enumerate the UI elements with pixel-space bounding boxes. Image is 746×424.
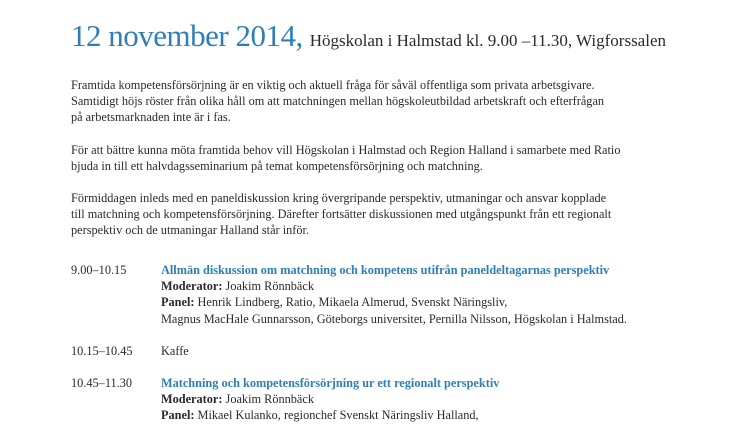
moderator-line <box>161 391 499 407</box>
panel-line <box>161 294 627 310</box>
program-title: Kaffe <box>161 344 189 358</box>
program-time: 9.00–10.15 <box>71 263 127 277</box>
program-details <box>161 262 627 327</box>
program-time: 10.15–10.45 <box>71 344 133 358</box>
text-line: Framtida kompetensförsörjning är en viktig och aktuell fråga för såväl offentliga som privata arbetsgivare. <box>71 78 595 92</box>
intro-paragraph-1 <box>71 77 711 126</box>
moderator-name: Joakim Rönnbäck <box>222 392 314 407</box>
program-details <box>161 343 189 359</box>
event-venue-time: Högskolan i Halmstad kl. 9.00 –11.30, Wigforssalen <box>309 31 666 50</box>
text-line: bjuda in till ett halvdagsseminarium på temat kompetensförsörjning och matchning. <box>71 159 483 174</box>
moderator-line <box>161 278 627 294</box>
panel-members: Henrik Lindberg, Ratio, Mikaela Almerud, Svenskt Näringsliv, <box>194 295 508 310</box>
event-date: 12 november 2014, <box>71 18 303 53</box>
text-line: till matchning och kompetensförsörjning. Därefter fortsätter diskussionen med utgångspunkt från ett regionalt <box>71 207 612 222</box>
program-time: 10.45–11.30 <box>71 376 133 390</box>
text-line: Förmiddagen inleds med en paneldiskussion kring övergripande perspektiv, utmaningar och ansvar kopplade <box>71 191 607 205</box>
program-details <box>161 375 499 424</box>
program-title: Allmän diskussion om matchning och kompetens utifrån paneldeltagarnas perspektiv <box>161 263 610 277</box>
event-header <box>71 18 666 54</box>
panel-label: Panel: <box>161 408 195 423</box>
moderator-name: Joakim Rönnbäck <box>222 279 314 294</box>
panel-members-cont: Magnus MacHale Gunnarsson, Göteborgs universitet, Pernilla Nilsson, Högskolan i Halmstad. <box>161 311 627 326</box>
moderator-label: Moderator: <box>161 279 223 294</box>
intro-paragraph-2 <box>71 142 711 174</box>
panel-label: Panel: <box>161 295 195 310</box>
text-line: Samtidigt höjs röster från olika håll om att matchningen mellan högskoleutbildad arbetskraft och efterfrågan <box>71 94 605 109</box>
panel-members: Mikael Kulanko, regionchef Svenskt Näringsliv Halland, <box>194 408 479 423</box>
intro-paragraph-3 <box>71 190 711 239</box>
text-line: För att bättre kunna möta framtida behov vill Högskolan i Halmstad och Region Halland i samarbete med Ratio <box>71 143 621 157</box>
panel-line <box>161 407 499 423</box>
moderator-label: Moderator: <box>161 392 223 407</box>
text-line: perspektiv och de utmaningar Halland står inför. <box>71 223 310 238</box>
program-title: Matchning och kompetensförsörjning ur ett regionalt perspektiv <box>161 376 500 390</box>
text-line: på arbetsmarknaden inte är i fas. <box>71 110 231 125</box>
